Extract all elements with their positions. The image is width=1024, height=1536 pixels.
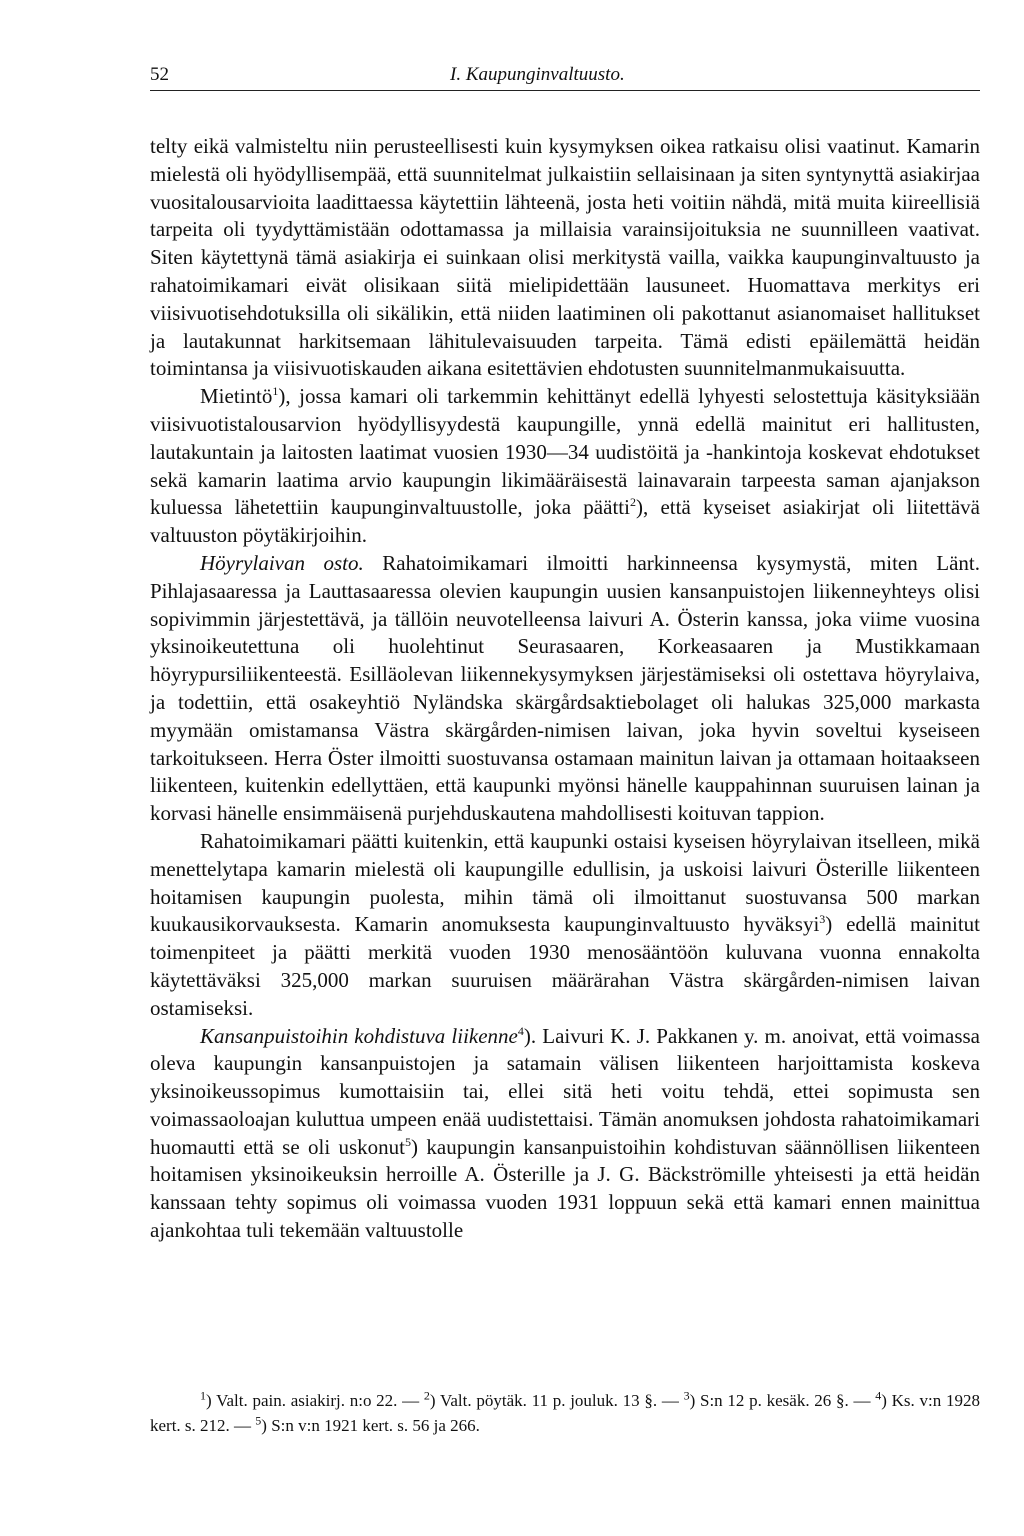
section-heading: Kansanpuistoihin kohdistuva liikenne: [200, 1023, 518, 1048]
paragraph-3: [150, 550, 980, 828]
footnote-number: 5: [255, 1413, 262, 1428]
footnote-text: ) S:n v:n 1921 kert. s. 56 ja 266.: [261, 1416, 480, 1435]
paragraph-2: [150, 383, 980, 550]
paragraph-text: ), että kyseiset asiakirjat oli liitettävä valtuuston pöytäkirjoihin.: [150, 495, 980, 548]
body-text: [150, 133, 980, 1245]
footnote-ref: 5: [405, 1134, 412, 1149]
page-number: 52: [150, 64, 169, 85]
footnote-number: 1: [200, 1388, 206, 1403]
footnote-text: ) Ks. v:n 1928 kert. s. 212. —: [150, 1391, 980, 1435]
footnote-block: [150, 1388, 980, 1438]
paragraph-text: Rahatoimikamari ilmoitti harkinneensa kysymystä, miten Länt. Pihlajasaaressa ja Lauttasaaressa olevien kaupungin uusien kansanpuistojen liikenneyhteys olisi sopivimmin järjestettävä, ja tällöin neuvotelleensa laivuri A. Österin kanssa, joka viime vuosina yksinoikeutettuna oli huolehtinut Seurasaaren, Korkeasaaren ja Mustikkamaan höyrypursiliikenteestä. Esilläolevan liikennekysymyksen järjestämiseksi oli ostettava höyrylaiva, ja todettiin, että osakeyhtiö Nyländska skärgårdsaktiebolaget oli halukas 325,000 markasta myymään omistamansa Västra skärgården-nimisen laivan, joka hyvin soveltui kyseiseen tarkoitukseen. Herra Öster ilmoitti suostuvansa ostamaan mainitun laivan ja ottamaan hoitaakseen liikenteen, kuitenkin edellyttäen, että kaupunki myönsi hänelle kauppahinnan suuruisen lainan ja korvasi hänelle ensimmäisenä purjehduskautena mahdollisesti koituvan tappion.: [150, 550, 980, 826]
paragraph-text: Mietintö: [200, 384, 273, 409]
footnote-ref: 1: [272, 384, 279, 399]
footnote-ref: 3: [819, 912, 826, 927]
footnotes: [150, 1388, 980, 1438]
footnote-number: 4: [875, 1388, 882, 1403]
footnote-ref: 2: [629, 495, 636, 510]
footnote-text: ) Valt. pain. asiakirj. n:o 22. —: [206, 1391, 424, 1410]
paragraph-1: [150, 133, 980, 383]
footnote-text: ) Valt. pöytäk. 11 p. jouluk. 13 §. —: [429, 1391, 684, 1410]
paragraph-text: ), jossa kamari oli tarkemmin kehittänyt edellä lyhyesti selostettuja käsityksiään viisivuotistalousarvion hyödyllisyydestä kaupungille, ynnä edellä mainitut eri hallitusten, lautakuntain ja laitosten laatimat vuosien 1930—34 uudistöitä ja -hankintoja koskevat ehdotukset sekä kamarin laatima arvio kaupungin likimääräisestä lainavarain tarpeesta saman ajanjakson kuluessa lähetettiin kaupunginvaltuustolle, joka päätti: [150, 384, 980, 520]
paragraph-text: ) kaupungin kansanpuistoihin kohdistuvan säännöllisen liikenteen hoitamisen yksinoikeuksin herroille A. Österille ja J. G. Bäckströmille yhteisesti ja että heidän kanssaan tehty sopimus oli voimassa vuoden 1931 loppuun sekä että kamari ennen mainittua ajankohtaa tuli tekemään valtuustolle: [150, 1134, 981, 1243]
paragraph-4: [150, 828, 980, 1023]
running-title: I. Kaupunginvaltuusto.: [450, 64, 625, 85]
paragraph-text: telty eikä valmisteltu niin perusteellisesti kuin kysymyksen oikea ratkaisu olisi vaatinut. Kamarin mielestä oli hyödyllisempää, että suunnitelmat julkaistiin sellaisinaan ja siten syntynyttä asiakirjaa vuositalousarvioita laadittaessa käytettiin lähteenä, josta heti voitiin nähdä, mitä muita kiireellisiä tarpeita oli tyydyttämistään odottamassa ja millaisia varainsijoituksia ne suunnilleen vaativat. Siten käytettynä tämä asiakirja ei suinkaan olisi merkitystä vailla, vaikka kaupunginvaltuusto ja rahatoimikamari eivät olisikaan siitä mielipidettään lausuneet. Huomattava merkitys eri viisivuotisehdotuksilla oli sikälikin, että niiden laatiminen oli pakottanut asianomaiset hallitukset ja lautakunnat harkitsemaan lähitulevaisuuden tarpeita. Tämä edisti epäilemättä heidän toimintansa ja viisivuotiskauden aikana esitettävien ehdotusten suunnitelmanmukaisuutta.: [150, 134, 980, 381]
section-heading: Höyrylaivan osto.: [200, 550, 364, 575]
footnote-number: 2: [423, 1388, 430, 1403]
document-page: [150, 58, 980, 1245]
footnote-ref: 4: [517, 1023, 524, 1038]
footnote-number: 3: [683, 1388, 690, 1403]
paragraph-5: [150, 1023, 980, 1245]
footnote-text: ) S:n 12 p. kesäk. 26 §. —: [689, 1391, 876, 1410]
page-header: [150, 58, 980, 91]
paragraph-text: ) edellä mainitut toimenpiteet ja päätti merkitä vuoden 1930 menosääntöön kuluvana vuonna ennakolta käytettäväksi 325,000 markan suuruisen määrärahan Västra skärgården-nimisen laivan ostamiseksi.: [150, 912, 980, 1020]
paragraph-text: Rahatoimikamari päätti kuitenkin, että kaupunki ostaisi kyseisen höyrylaivan itselleen, mikä menettelytapa kamarin mielestä oli kaupungille edullisin, ja uskoisi laivuri Österille liikenteen hoitamisen kaupungin puolesta, mihin tämä oli ilmoittanut suostuvansa 500 markan kuukausikorvauksesta. Kamarin anomuksesta kaupunginvaltuusto hyväksyi: [150, 828, 980, 937]
paragraph-text: ). Laivuri K. J. Pakkanen y. m. anoivat, että voimassa oleva kaupungin kansanpuistojen ja satamain välisen liikenteen harjoittamista koskeva yksinoikeussopimus kumottaisiin tai, ellei sitä heti voitu tehdä, ettei sopimusta sen voimassaoloajan kuluttua umpeen enää uudistettaisi. Tämän anomuksen johdosta rahatoimikamari huomautti että se oli uskonut: [150, 1023, 981, 1159]
